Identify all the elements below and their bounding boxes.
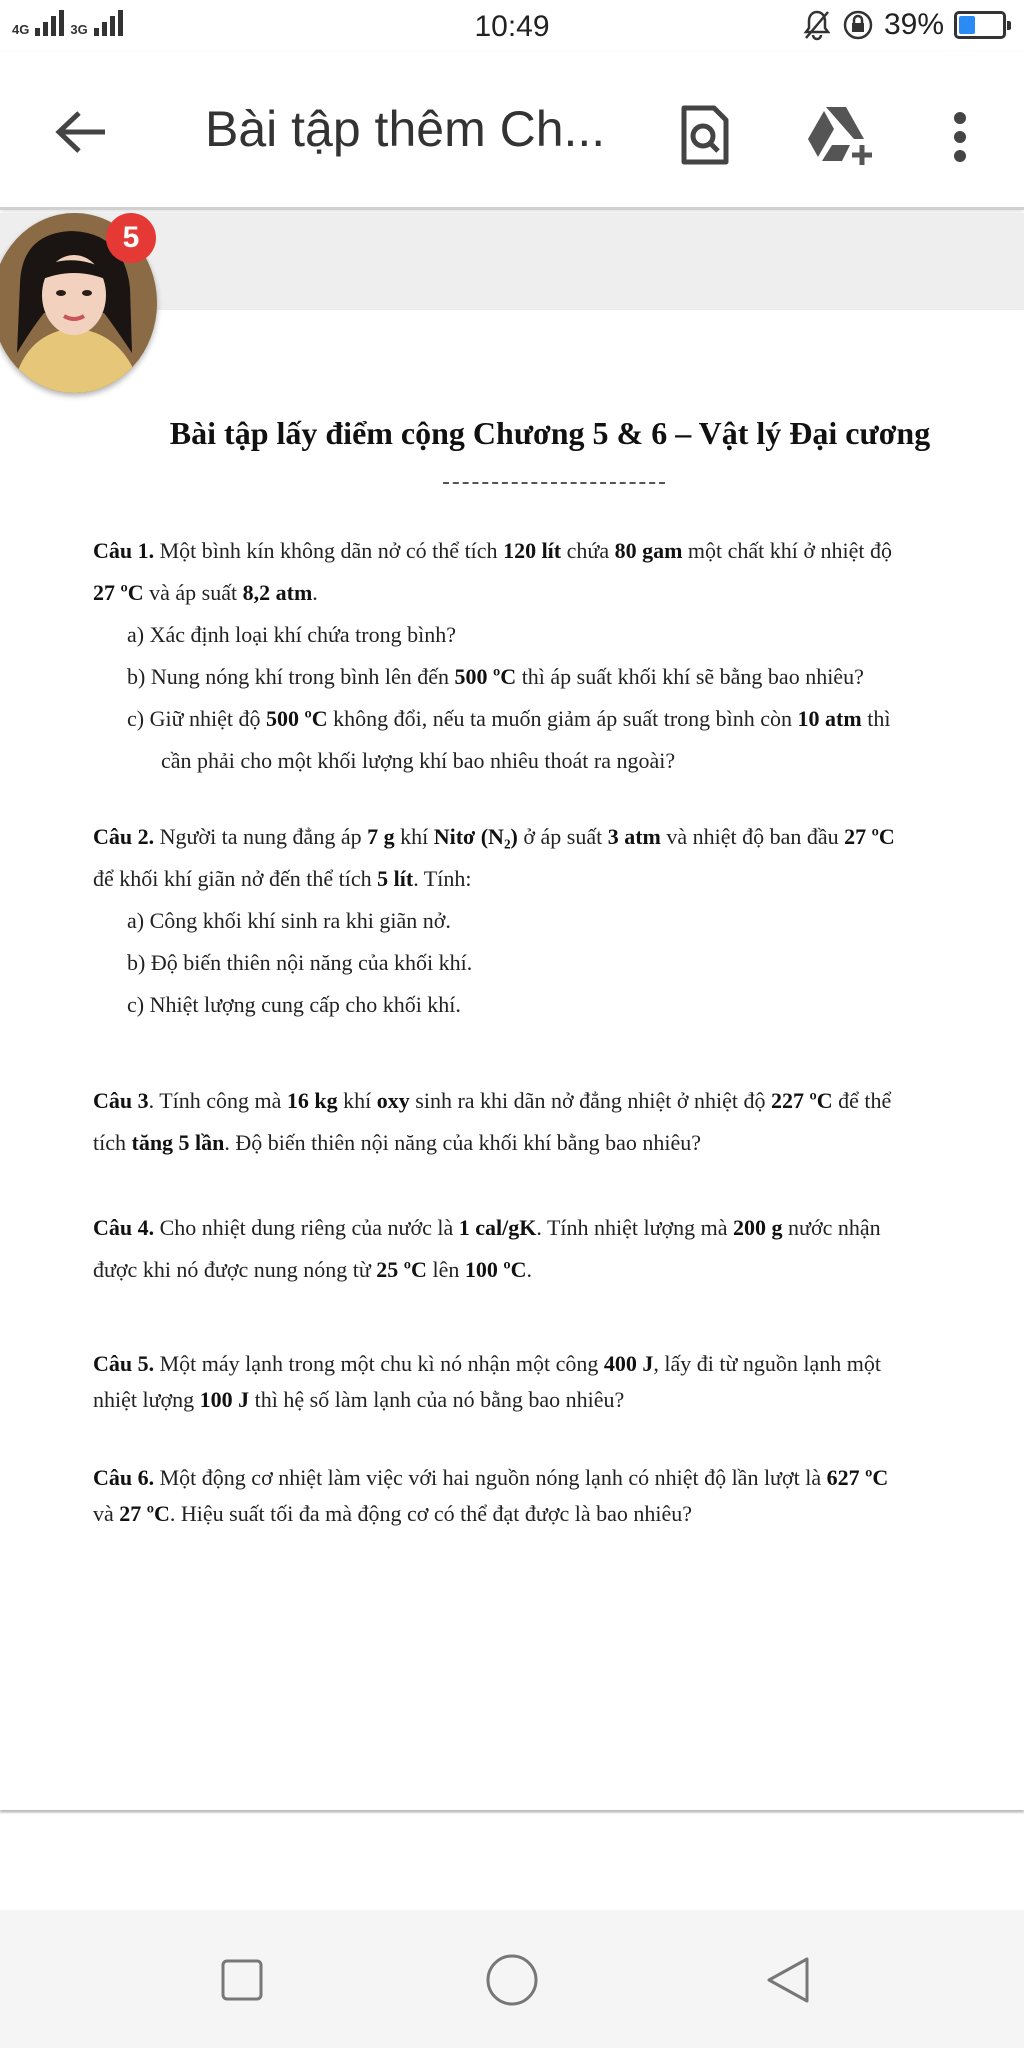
bold-text: 5 lít — [377, 866, 414, 891]
bold-text: 100 J — [199, 1387, 250, 1412]
triangle-back-icon — [765, 1955, 811, 2005]
bold-text: 27 ºC — [93, 580, 144, 605]
question-6-line-1 — [93, 1460, 1013, 1496]
bold-text: 500 ºC — [454, 664, 517, 689]
text: và — [93, 1501, 120, 1526]
drive-add-icon — [806, 105, 874, 165]
bold-text: oxy — [376, 1088, 410, 1113]
text: Một máy lạnh trong một chu kì nó nhận một công — [154, 1351, 604, 1376]
text: nhiệt lượng — [93, 1387, 200, 1412]
question-2 — [93, 816, 1013, 1026]
bold-text: 27 ºC — [844, 824, 895, 849]
text: Một bình kín không dãn nở có thể tích — [154, 538, 504, 563]
bold-text: 120 lít — [503, 538, 562, 563]
circle-icon — [485, 1953, 539, 2007]
network-type-1: 4G — [12, 22, 30, 37]
bold-text: 80 gam — [614, 538, 683, 563]
question-1-item-b — [93, 656, 1013, 698]
battery-icon — [954, 11, 1006, 39]
bold-text: 10 atm — [797, 706, 862, 731]
question-5-label: Câu 5. — [93, 1351, 155, 1376]
system-navigation-bar — [0, 1910, 1024, 2048]
question-6-label: Câu 6. — [93, 1465, 155, 1490]
bold-text: 16 kg — [286, 1088, 338, 1113]
bold-text: 227 ºC — [770, 1088, 833, 1113]
question-3-label: Câu 3 — [93, 1088, 149, 1113]
text: . Tính công mà — [148, 1088, 287, 1113]
text: . Tính: — [413, 866, 472, 891]
rotation-lock-icon — [842, 9, 874, 41]
bold-text: 7 g — [367, 824, 395, 849]
text: , lấy đi từ nguồn lạnh một — [653, 1351, 881, 1376]
text: tích — [93, 1130, 132, 1155]
bell-muted-icon — [802, 9, 832, 41]
bold-text: 25 ºC — [376, 1257, 427, 1282]
text: thì — [861, 706, 891, 731]
battery-percent: 39% — [883, 8, 944, 41]
status-bar — [0, 0, 1024, 52]
text: b) Nung nóng khí trong bình lên đến — [127, 664, 455, 689]
question-1-item-c-cont: cần phải cho một khối lượng khí bao nhiêu thoát ra ngoài? — [161, 748, 676, 773]
text: c) Giữ nhiệt độ — [127, 706, 267, 731]
square-icon — [220, 1958, 264, 2002]
document-page[interactable] — [0, 310, 1024, 1810]
text: khí — [394, 824, 434, 849]
page-heading: Bài tập lấy điểm cộng Chương 5 & 6 – Vật lý Đại cương — [169, 415, 931, 451]
more-options-button[interactable] — [935, 97, 985, 177]
question-5 — [93, 1346, 1013, 1418]
question-3 — [93, 1080, 1013, 1164]
text: và nhiệt độ ban đầu — [660, 824, 845, 849]
text: Người ta nung đẳng áp — [154, 824, 368, 849]
question-1-line-1 — [93, 530, 1013, 572]
question-6-line-2 — [93, 1496, 1013, 1532]
question-5-line-2 — [93, 1382, 1013, 1418]
home-button[interactable] — [482, 1950, 542, 2010]
network-type-2: 3G — [70, 22, 88, 37]
recent-apps-button[interactable] — [212, 1950, 272, 2010]
bold-text: 3 atm — [607, 824, 661, 849]
bold-text: 400 J — [603, 1351, 654, 1376]
question-2-item-a: a) Công khối khí sinh ra khi giãn nở. — [127, 908, 451, 933]
text: nước nhận — [782, 1215, 881, 1240]
question-4-line-1 — [93, 1207, 1013, 1249]
question-1-item-c — [93, 698, 1013, 740]
text: khí — [337, 1088, 377, 1113]
bold-text: 1 cal/gK — [458, 1215, 537, 1240]
question-4 — [93, 1207, 1013, 1291]
question-5-line-1 — [93, 1346, 1013, 1382]
question-1-label: Câu 1. — [93, 538, 155, 563]
question-2-item-c: c) Nhiệt lượng cung cấp cho khối khí. — [127, 992, 461, 1017]
text: . Hiệu suất tối đa mà động cơ có thể đạt được là bao nhiêu? — [169, 1501, 693, 1526]
text: sinh ra khi dãn nở đẳng nhiệt ở nhiệt độ — [409, 1088, 771, 1113]
bold-text: 100 ºC — [464, 1257, 527, 1282]
question-4-line-2 — [93, 1249, 1013, 1291]
text: . Độ biến thiên nội năng của khối khí bằng bao nhiêu? — [224, 1130, 701, 1155]
back-button[interactable] — [48, 102, 114, 162]
bold-text: 500 ºC — [266, 706, 328, 731]
bold-text: 200 g — [733, 1215, 783, 1240]
question-1-item-a: a) Xác định loại khí chứa trong bình? — [127, 622, 456, 647]
question-3-line-2 — [93, 1122, 1013, 1164]
text: ở áp suất — [517, 824, 608, 849]
document-title: Bài tập thêm Ch... — [205, 101, 606, 157]
text: và áp suất — [143, 580, 243, 605]
text: được khi nó được nung nóng từ — [93, 1257, 377, 1282]
text: . — [312, 580, 318, 605]
text: . — [526, 1257, 532, 1282]
add-to-drive-button[interactable] — [800, 100, 880, 170]
text: Cho nhiệt dung riêng của nước là — [154, 1215, 459, 1240]
text: Một động cơ nhiệt làm việc với hai nguồn nóng lạnh có nhiệt độ lần lượt là — [154, 1465, 827, 1490]
text: để khối khí giãn nở đến thể tích — [93, 866, 378, 891]
chat-head-avatar[interactable] — [0, 213, 160, 393]
notification-badge: 5 — [106, 213, 156, 263]
text: thì áp suất khối khí sẽ bằng bao nhiêu? — [516, 664, 864, 689]
text: một chất khí ở nhiệt độ — [682, 538, 893, 563]
text: chứa — [561, 538, 615, 563]
find-in-document-button[interactable] — [670, 97, 740, 172]
document-viewer[interactable] — [0, 213, 1024, 1813]
document-search-icon — [680, 104, 730, 166]
more-vertical-icon — [952, 111, 968, 163]
bold-text: tăng 5 lần — [131, 1130, 225, 1155]
text: lên — [426, 1257, 465, 1282]
question-4-label: Câu 4. — [93, 1215, 155, 1240]
question-6 — [93, 1460, 1013, 1532]
back-nav-button[interactable] — [758, 1950, 818, 2010]
question-2-item-b: b) Độ biến thiên nội năng của khối khí. — [127, 950, 473, 975]
text: thì hệ số làm lạnh của nó bằng bao nhiêu? — [249, 1387, 625, 1412]
heading-divider — [443, 482, 665, 484]
question-2-label: Câu 2. — [93, 824, 155, 849]
question-2-line-2 — [93, 858, 1013, 900]
question-3-line-1 — [93, 1080, 1013, 1122]
bold-text: 27 ºC — [119, 1501, 170, 1526]
question-1 — [93, 530, 1013, 782]
arrow-left-icon — [55, 110, 107, 154]
clock: 10:49 — [474, 10, 550, 43]
app-bar — [0, 52, 1024, 210]
question-1-line-2 — [93, 572, 1013, 614]
text: không đổi, nếu ta muốn giảm áp suất trong bình còn — [327, 706, 798, 731]
bold-text: 8,2 atm — [242, 580, 313, 605]
question-2-line-1 — [93, 816, 1013, 858]
bold-text: Nitơ (N₂) — [433, 824, 518, 849]
bold-text: 627 ºC — [826, 1465, 889, 1490]
text: để thể — [832, 1088, 892, 1113]
text: . Tính nhiệt lượng mà — [536, 1215, 734, 1240]
